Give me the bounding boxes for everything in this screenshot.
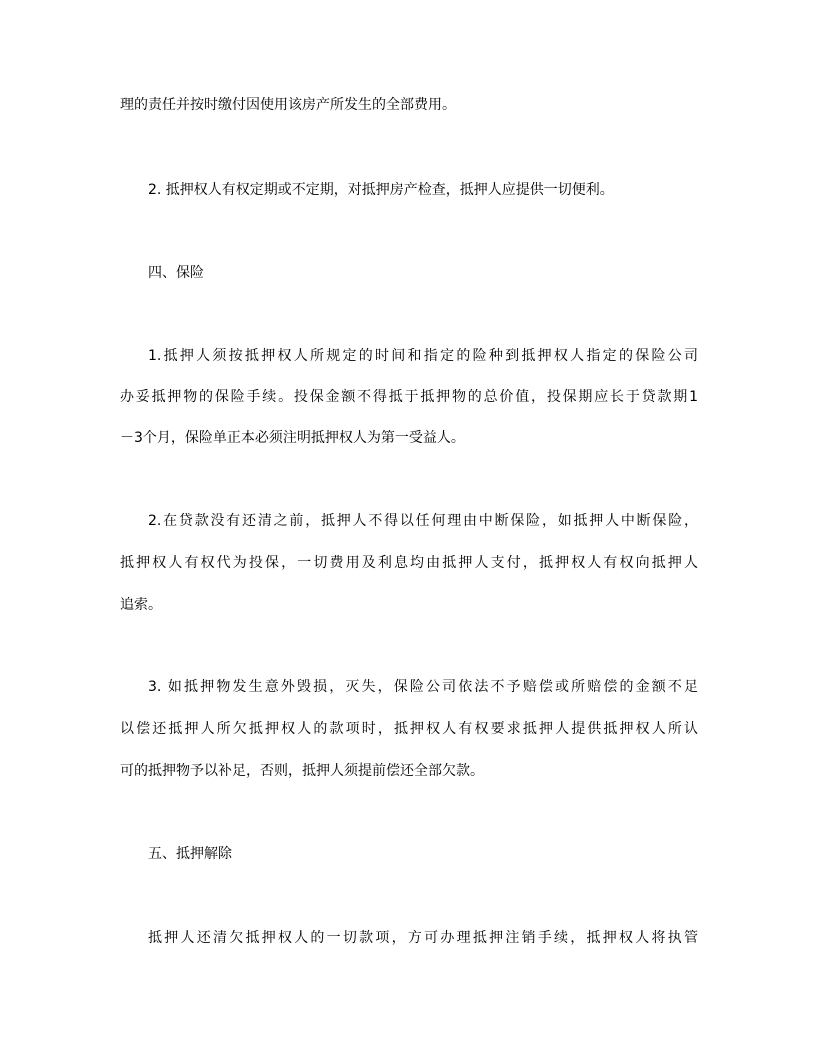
insurance-item-3-line-2: 以偿还抵押人所欠抵押权人的款项时，抵押权人有权要求抵押人提供抵押权人所认: [120, 721, 698, 737]
paragraph-line-continuation: 理的责任并按时缴付因使用该房产所发生的全部费用。: [120, 97, 456, 113]
clause-3-item-2: 2. 抵押权人有权定期或不定期，对抵押房产检查，抵押人应提供一切便利。: [148, 182, 614, 198]
mortgage-release-line-1: 抵押人还清欠抵押权人的一切款项，方可办理抵押注销手续，抵押权人将执管: [148, 930, 698, 946]
insurance-item-3-line-3: 可的抵押物予以补足，否则，抵押人须提前偿还全部欠款。: [120, 763, 484, 779]
insurance-item-1-line-1: 1.抵押人须按抵押权人所规定的时间和指定的险种到抵押权人指定的保险公司: [148, 348, 698, 364]
insurance-item-1-line-2: 办妥抵押物的保险手续。投保金额不得抵于抵押物的总价值，投保期应长于贷款期1: [120, 389, 698, 405]
section-heading-insurance: 四、保险: [148, 265, 204, 281]
insurance-item-1-line-3: －3个月，保险单正本必须注明抵押权人为第一受益人。: [120, 430, 465, 446]
insurance-item-2-line-2: 抵押权人有权代为投保，一切费用及利息均由抵押人支付，抵押权人有权向抵押人: [120, 555, 698, 571]
insurance-item-2-line-1: 2.在贷款没有还清之前，抵押人不得以任何理由中断保险，如抵押人中断保险，: [148, 513, 698, 529]
insurance-item-3-line-1: 3. 如抵押物发生意外毁损，灭失，保险公司依法不予赔偿或所赔偿的金额不足: [148, 679, 698, 695]
insurance-item-2-line-3: 追索。: [120, 597, 162, 613]
section-heading-mortgage-release: 五、抵押解除: [148, 846, 232, 862]
